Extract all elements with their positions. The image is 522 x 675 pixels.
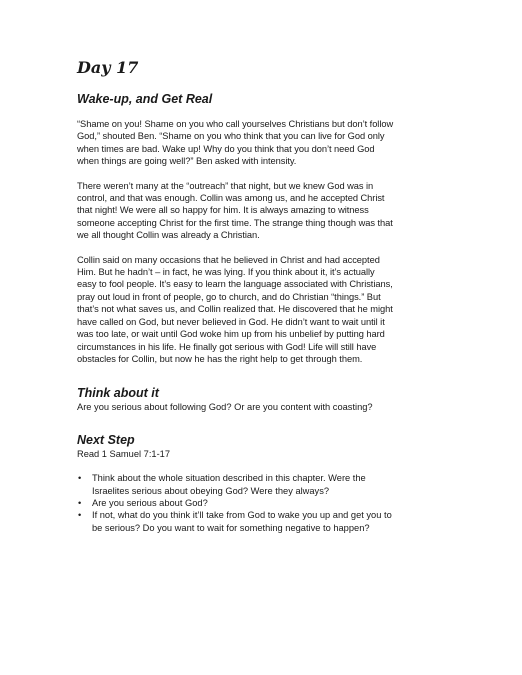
text-line: control, and that was enough. Collin was among us, and he accepted Christ [77, 193, 385, 204]
next-step-list [77, 472, 467, 534]
text-line: that night! We were all so happy for him. It is always amazing to witness [77, 205, 369, 216]
text-line: be serious? Do you want to wait for something negative to happen? [92, 522, 370, 533]
text-line: If not, what do you think it’ll take from God to wake you up and get you to [92, 510, 392, 521]
scripture-reference: Read 1 Samuel 7:1-17 [77, 448, 171, 459]
text-line: Collin said on many occasions that he believed in Christ and had accepted [77, 254, 380, 265]
list-item [77, 509, 467, 534]
text-line: Are you serious about God? [92, 497, 208, 508]
text-line: we all thought Collin was already a Christian. [77, 230, 260, 241]
list-item [77, 497, 467, 509]
text-line: have called on God, but never believed in God. He didn’t want to wait until it [77, 316, 385, 327]
text-line: when things are going well?” Ben asked with intensity. [77, 156, 297, 167]
text-line: God,” shouted Ben. “Shame on you who think that you can live for God only [77, 131, 385, 142]
bullet-icon: • [78, 510, 82, 521]
text-line: when times are bad. Wake up! Why do you think that you don’t need God [77, 143, 375, 154]
section-heading-next-step: Next Step [77, 432, 135, 447]
text-line: obstacles for Collin, but now he has the right help to get through them. [77, 353, 363, 364]
section-heading-wake-up: Wake-up, and Get Real [77, 92, 213, 106]
text-line: Think about the whole situation described in this chapter. Were the [92, 473, 366, 484]
story-paragraph-1 [77, 118, 467, 168]
text-line: easy to fool people. It’s easy to learn the language associated with Christians, [77, 279, 393, 290]
text-line: There weren’t many at the “outreach” that night, but we knew God was in [77, 180, 374, 191]
text-line: Him. But he hadn’t – in fact, he was lying. If you think about it, it’s actually [77, 267, 375, 278]
text-line: “Shame on you! Shame on you who call yourselves Christians but don’t follow [77, 119, 394, 129]
text-line: pray out loud in front of people, go to church, and do Christian “things.” But [77, 291, 381, 302]
text-line: was too late, or wait until God woke him up from his unbelief by putting hard [77, 329, 385, 340]
think-question: Are you serious about following God? Or are you content with coasting? [77, 402, 373, 413]
bullet-icon: • [78, 473, 82, 484]
day-title: Day 17 [77, 58, 139, 77]
devotional-page [77, 58, 467, 534]
story-paragraph-3 [77, 254, 467, 366]
text-line: circumstances in his life. He finally got serious with God! Life will still have [77, 341, 377, 352]
section-heading-think-about-it: Think about it [77, 386, 159, 401]
list-item [77, 472, 467, 497]
story-paragraph-2 [77, 180, 467, 242]
bullet-icon: • [78, 497, 82, 508]
text-line: Israelites serious about obeying God? Were they always? [92, 485, 330, 496]
text-line: that’s not what saves us, and Collin realized that. He discovered that he might [77, 304, 393, 315]
text-line: someone accepting Christ for the first time. The strange thing though was that [77, 217, 393, 228]
